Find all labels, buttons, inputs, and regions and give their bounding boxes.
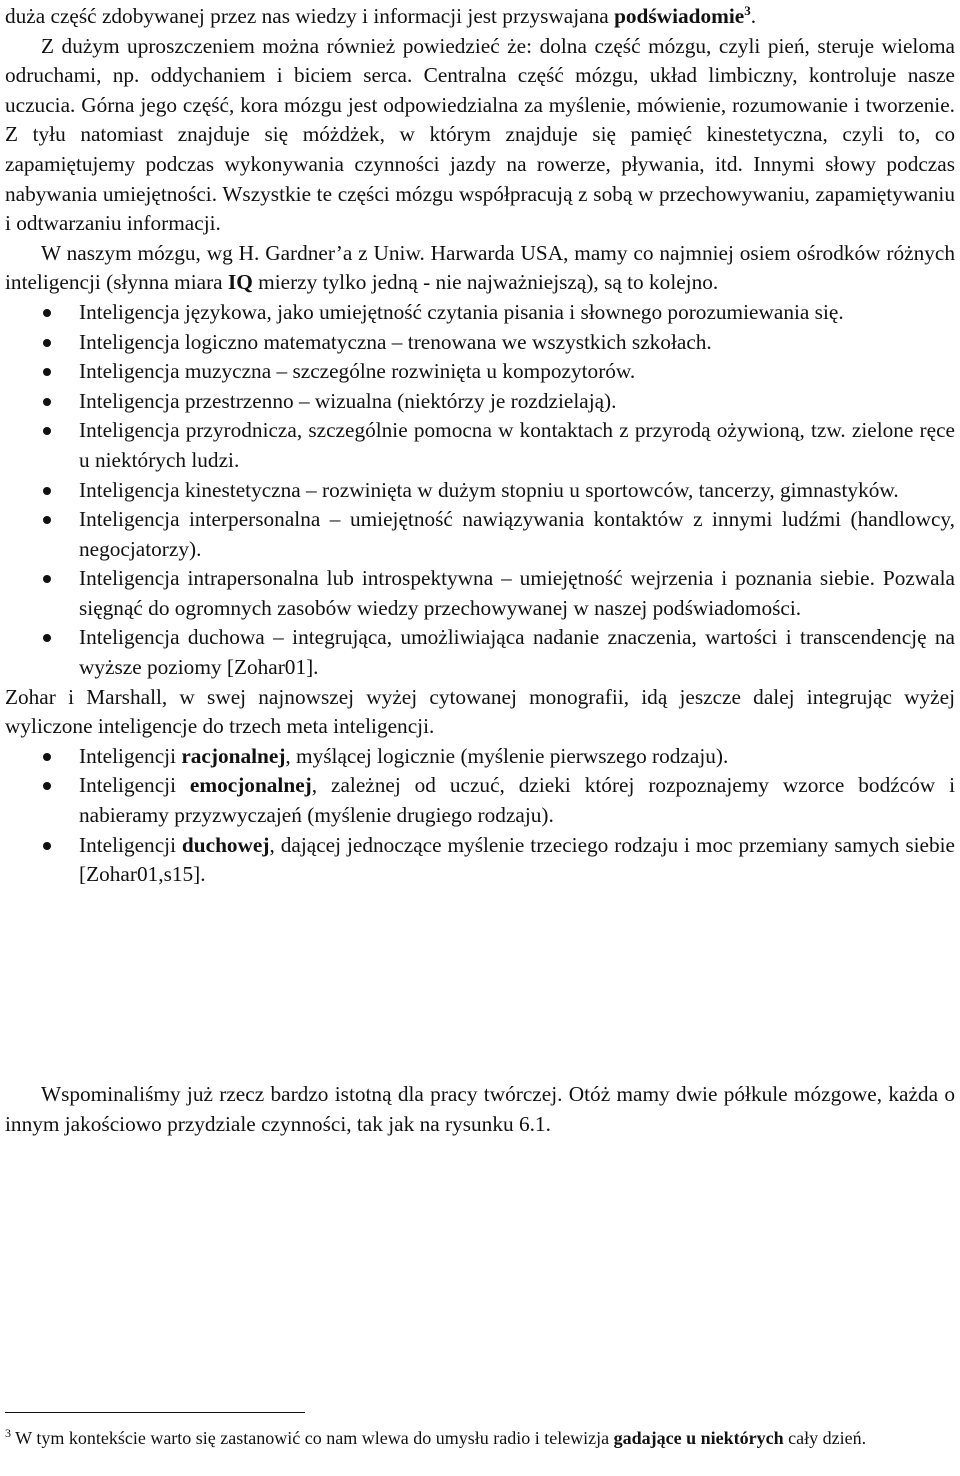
- bullet-icon: [43, 309, 51, 317]
- bullet-icon: [43, 753, 51, 761]
- gardner-text: W naszym mózgu, wg H. Gardner’a z Uniw. Harwarda USA, mamy co najmniej osiem ośrodków różnych inteligencji (słynna miara: [5, 240, 955, 295]
- bullet-icon: [43, 427, 51, 435]
- bullet-icon: [43, 368, 51, 376]
- list-item: Inteligencji racjonalnej, myślącej logicznie (myślenie pierwszego rodzaju).: [5, 742, 955, 772]
- bullet-icon: [43, 575, 51, 583]
- bullet-icon: [43, 634, 51, 642]
- intro-line: [5, 2, 955, 32]
- intro-end: .: [750, 4, 757, 28]
- gardner-paragraph: [5, 239, 955, 298]
- brain-parts-paragraph: Z dużym uproszczeniem można również powiedzieć że: dolna część mózgu, czyli pień, steruje wieloma odruchami, np. oddychaniem i biciem serca. Centralna część mózgu, układ limbiczny, kontroluje nasze uczucia. Górna jego część, kora mózgu jest odpowiedzialna za myślenie, mówienie, rozumowanie i tworzenie. Z tyłu natomiast znajduje się móżdżek, w którym znajduje się pamięć kinestetyczna, czyli to, co zapamiętujemy podczas wykonywania czynności jazdy na rowerze, pływania, itd. Innymi słowy podczas nabywania umiejętności. Wszystkie te części mózgu współpracują z sobą w przechowywaniu, zapamiętywaniu i odtwarzaniu informacji.: [5, 33, 955, 236]
- footnote: [5, 1425, 955, 1452]
- bullet-icon: [43, 339, 51, 347]
- bold-term: gadające u niektórych: [613, 1428, 784, 1448]
- footnote-number: 3: [5, 1426, 11, 1440]
- bold-term: IQ: [227, 270, 253, 295]
- list-item: Inteligencja intrapersonalna lub introspektywna – umiejętność wejrzenia i poznania siebie. Pozwala sięgnąć do ogromnych zasobów wiedzy przechowywanej w naszej podświadomości.: [5, 564, 955, 623]
- list-item: Inteligencji duchowej, dającej jednoczące myślenie trzeciego rodzaju i moc przemiany samych siebie [Zohar01,s15].: [5, 831, 955, 890]
- bullet-icon: [43, 516, 51, 524]
- intro-section: [5, 2, 955, 890]
- bold-term: podświadomie: [614, 4, 745, 28]
- footnote-ref: 3: [744, 2, 751, 18]
- closing-paragraph: Wspominaliśmy już rzecz bardzo istotną dla pracy twórczej. Otóż mamy dwie półkule mózgowe, każda o innym jakościowo przydziale czynności, tak jak na rysunku 6.1.: [5, 1082, 955, 1136]
- list-item: Inteligencja językowa, jako umiejętność czytania pisania i słownego porozumiewania się.: [5, 298, 955, 328]
- list-item: Inteligencja przyrodnicza, szczególnie pomocna w kontaktach z przyrodą ożywioną, tzw. zielone ręce u niektórych ludzi.: [5, 416, 955, 475]
- footnote-tail: cały dzień.: [783, 1428, 867, 1448]
- list-item: Inteligencja muzyczna – szczególne rozwinięta u kompozytorów.: [5, 357, 955, 387]
- bold-term: emocjonalnej: [189, 773, 312, 798]
- bullet-icon: [43, 487, 51, 495]
- bullet-icon: [43, 782, 51, 790]
- bullet-icon: [43, 842, 51, 850]
- list-item: Inteligencja interpersonalna – umiejętność nawiązywania kontaktów z innymi ludźmi (handlowcy, negocjatorzy).: [5, 505, 955, 564]
- list-item: Inteligencja duchowa – integrująca, umożliwiająca nadanie znaczenia, wartości i transcendencję na wyższe poziomy [Zohar01].: [5, 623, 955, 682]
- closing-section: [5, 1080, 955, 1139]
- footnote-text: W tym kontekście warto się zastanowić co nam wlewa do umysłu radio i telewizja: [11, 1428, 614, 1448]
- meta-intelligence-list: [5, 742, 955, 890]
- bullet-icon: [43, 398, 51, 406]
- list-item: Inteligencja przestrzenno – wizualna (niektórzy je rozdzielają).: [5, 387, 955, 417]
- list-item: Inteligencji emocjonalnej, zależnej od uczuć, dzieki której rozpoznajemy wzorce bodźców i nabieramy przyzwyczajeń (myślenie drugiego rodzaju).: [5, 771, 955, 830]
- intelligence-list: [5, 298, 955, 683]
- zohar-paragraph: Zohar i Marshall, w swej najnowszej wyżej cytowanej monografii, idą jeszcze dalej integrując wyżej wyliczone inteligencje do trzech meta inteligencji.: [5, 684, 955, 739]
- intro-text: duża część zdobywanej przez nas wiedzy i informacji jest przyswajana: [5, 4, 615, 28]
- bold-term: racjonalnej: [181, 743, 286, 768]
- footnote-divider: [5, 1412, 305, 1413]
- bold-term: duchowej: [181, 832, 270, 857]
- list-item: Inteligencja logiczno matematyczna – trenowana we wszystkich szkołach.: [5, 328, 955, 358]
- list-item: Inteligencja kinestetyczna – rozwinięta w dużym stopniu u sportowców, tancerzy, gimnastyków.: [5, 476, 955, 506]
- gardner-text-end: mierzy tylko jedną - nie najważniejszą), są to kolejno.: [252, 270, 719, 295]
